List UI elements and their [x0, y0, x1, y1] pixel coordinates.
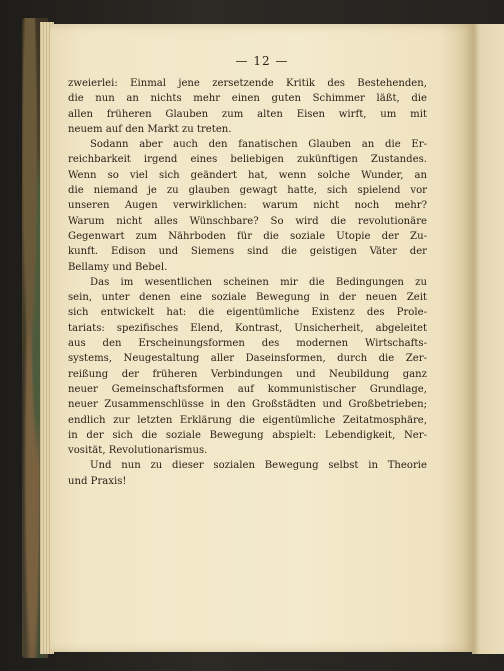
text-line: zweierlei: Einmal jene zersetzende Kritik des Bestehenden, — [68, 78, 427, 89]
text-line: in der sich die soziale Bewegung abspielt: Lebendigkeit, Ner- — [68, 429, 427, 441]
page-number: — 12 — — [235, 54, 289, 68]
text-line: aus den Erscheinungsformen des modernen Wirtschafts- — [68, 338, 427, 350]
text-line: endlich zur letzten Erklärung die eigentümliche Zeitatmosphäre, — [68, 414, 427, 426]
text-line: neuer Zusammenschlüsse in den Großstädten und Großbetrieben; — [68, 399, 427, 411]
text-line: neuer Gemeinschaftsformen auf kommunistischer Grundlage, — [68, 383, 427, 395]
text-line: sein, unter denen eine soziale Bewegung in der neuen Zeit — [68, 292, 427, 304]
text-line: und Praxis! — [68, 475, 127, 487]
text-line: vosität, Revolutionarismus. — [68, 445, 208, 457]
text-line: unseren Augen verwirklichen: warum nicht noch mehr? — [68, 200, 427, 212]
text-line: neuem auf den Markt zu treten. — [68, 123, 232, 135]
text-line: Sodann aber auch den fanatischen Glauben an die Er- — [90, 139, 427, 151]
text-line: Das im wesentlichen scheinen mir die Bedingungen zu — [90, 276, 427, 288]
text-line: kunft. Edison und Siemens sind die geistigen Väter der — [68, 246, 427, 258]
text-line: sich entwickelt hat: die eigentümliche Existenz des Prole- — [68, 307, 427, 319]
text-line: tariats: spezifisches Elend, Kontrast, Unsicherheit, abgeleitet — [68, 322, 427, 334]
text-line: reißung der früheren Verbindungen und Neubildung ganz — [68, 368, 427, 380]
text-line: die niemand je zu glauben gewagt hatte, sich spielend vor — [68, 185, 427, 197]
text-line: Wenn so viel sich geändert hat, wenn solche Wunder, an — [68, 169, 427, 181]
text-line: Bellamy und Bebel. — [68, 261, 168, 273]
text-line: allen früheren Glauben zum alten Eisen wirft, um mit — [68, 108, 427, 120]
text-line: reichbarkeit irgend eines beliebigen zukünftigen Zustandes. — [68, 154, 427, 166]
text-line: Und nun zu dieser sozialen Bewegung selbst in Theorie — [90, 460, 427, 472]
text-line: Gegenwart zum Nährboden für die soziale Utopie der Zu- — [68, 230, 427, 242]
text-line: systems, Neugestaltung aller Daseinsformen, durch die Zer- — [68, 353, 427, 365]
text-line: Warum nicht alles Wünschbare? So wird die revolutionäre — [68, 215, 427, 227]
body-text — [68, 76, 427, 489]
facing-page-edge — [472, 24, 504, 654]
text-line: die nun an nichts mehr einen guten Schimmer läßt, die — [68, 93, 427, 105]
